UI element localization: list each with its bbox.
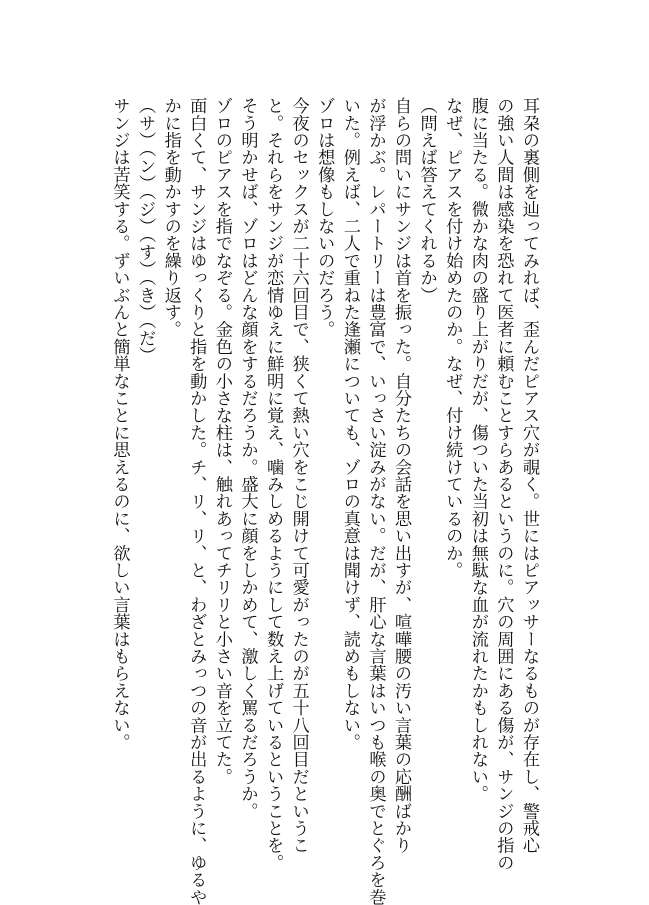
text-line: そう明かせば、ゾロはどんな顔をするだろうか。盛大に顔をしかめて、激しく罵るだろうか。 (237, 97, 258, 820)
text-line: かに指を動かすのを繰り返す。 (160, 97, 181, 338)
text-line: いた。例えば、二人で重ねた逢瀬についても、ゾロの真意は聞けず、読めもしない。 (339, 97, 360, 751)
text-line: ゾロのピアスを指でなぞる。金色の小さな柱は、触れあってチリリと小さい音を立てた。 (211, 97, 232, 785)
vertical-text-body (106, 97, 541, 905)
text-line: ゾロは想像もしないのだろう。 (314, 97, 335, 338)
text-line: の強い人間は感染を恐れて医者に頼むことすらあるというのに。穴の周囲にある傷が、サンジの指の (493, 97, 514, 871)
text-line: （サ）（ン）（ジ）（す）（き）（だ） (135, 97, 156, 364)
text-line: 耳朶の裏側を辿ってみれば、歪んだピアス穴が覗く。世にはピアッサーなるものが存在し、警戒心 (519, 97, 539, 854)
text-line: 面白くて、サンジはゆっくりと指を動かした。チ、リ、リ、と、わざとみっつの音が出るように、ゆるや (186, 97, 207, 905)
text-line: と。それらをサンジが恋情ゆえに鮮明に覚え、噛みしめるようにして数え上げているということを。 (263, 97, 284, 871)
text-line: サンジは苦笑する。ずいぶんと簡単なことに思えるのに、欲しい言葉はもらえない。 (109, 97, 130, 751)
text-line: 腹に当たる。微かな肉の盛り上がりだが、傷ついた当初は無駄な血が流れたかもしれない。 (467, 97, 488, 803)
text-line: が浮かぶ。レパートリーは豊富で、いっさい淀みがない。だが、肝心な言葉はいつも喉の奥でとぐろを巻 (365, 97, 386, 905)
text-line: 自らの問いにサンジは首を振った。自分たちの会話を思い出すが、喧嘩腰の汚い言葉の応酬ばかり (391, 97, 412, 854)
text-line: （問えば答えてくれるか） (416, 97, 437, 304)
text-line: 今夜のセックスが二十六回目で、狭くて熱い穴をこじ開けて可愛がったのが五十八回目だというこ (288, 97, 309, 854)
text-line: なぜ、ピアスを付け始めたのか。なぜ、付け続けているのか。 (442, 97, 463, 579)
